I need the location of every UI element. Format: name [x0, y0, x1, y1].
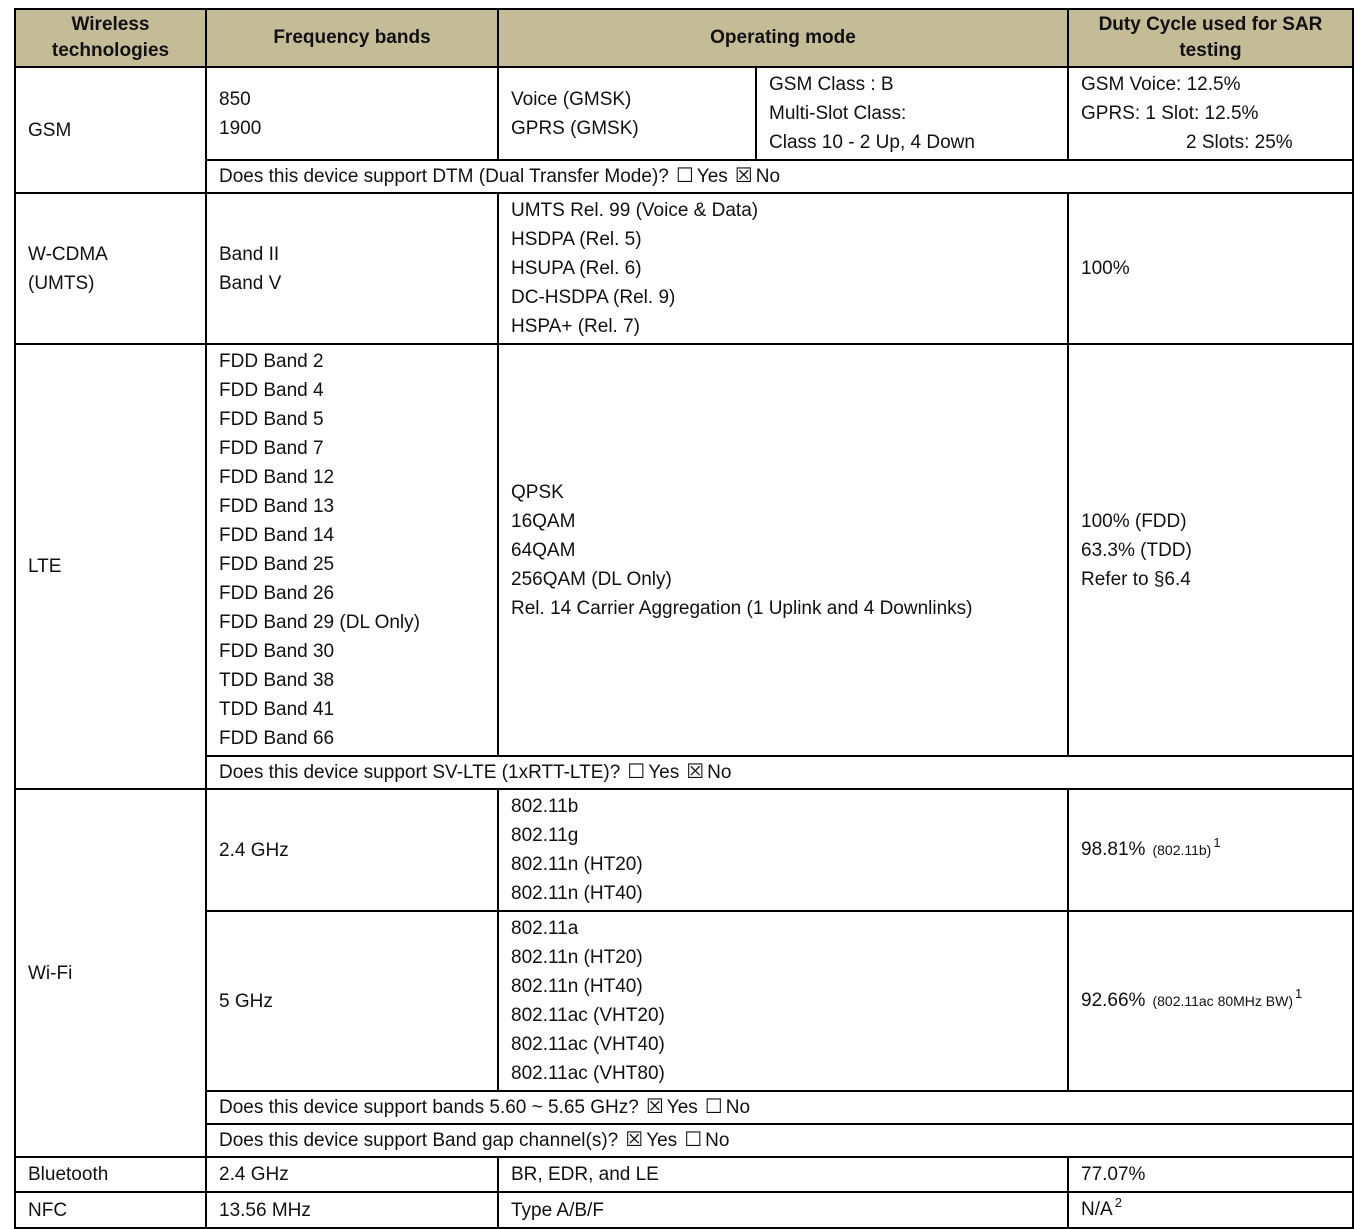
cell-line: 2.4 GHz	[219, 839, 289, 861]
cell-line: TDD Band 41	[219, 699, 335, 720]
lte-duty-cell	[1068, 344, 1353, 756]
gsm-row	[15, 67, 1353, 160]
cell-line: DC-HSDPA (Rel. 9)	[511, 287, 676, 308]
wifi-5ghz-duty-cell	[1068, 911, 1353, 1091]
cell-line: 16QAM	[511, 510, 576, 532]
header-operating-mode: Operating mode	[498, 9, 1068, 67]
cell-line: 64QAM	[511, 539, 576, 561]
checkbox-yes-icon: ☐	[627, 761, 646, 783]
header-wireless-technologies: Wireless technologies	[15, 9, 206, 67]
question-text: Does this device support DTM (Dual Transfer Mode)?	[219, 166, 669, 187]
sar-duty-cycle-table	[14, 8, 1354, 1229]
header-duty-cycle: Duty Cycle used for SAR testing	[1068, 9, 1353, 67]
cell-line: HSPA+ (Rel. 7)	[511, 316, 640, 337]
cell-line: NFC	[28, 1199, 68, 1221]
duty-note: (802.11ac 80MHz BW)	[1152, 993, 1294, 1009]
no-label: No	[707, 762, 732, 783]
gsm-dtm-question-row	[15, 160, 1353, 193]
cell-line: FDD Band 5	[219, 409, 324, 430]
nfc-row	[15, 1192, 1353, 1228]
cell-line: Type A/B/F	[511, 1199, 604, 1221]
cell-line: Voice (GMSK)	[511, 88, 632, 110]
cell-line: FDD Band 14	[219, 525, 335, 546]
nfc-modes-cell	[498, 1192, 1068, 1228]
cell-line: UMTS Rel. 99 (Voice & Data)	[511, 200, 759, 221]
cell-line: 802.11ac (VHT80)	[511, 1063, 665, 1084]
cell-line: FDD Band 29 (DL Only)	[219, 612, 420, 633]
cell-line: 802.11n (HT20)	[511, 854, 643, 875]
no-label: No	[705, 1130, 730, 1151]
duty-superscript: 2	[1114, 1195, 1122, 1210]
question-text: Does this device support bands 5.60 ~ 5.65 GHz?	[219, 1097, 639, 1118]
checkbox-no-icon: ☒	[734, 165, 753, 187]
cell-line: 802.11n (HT20)	[511, 947, 643, 968]
wifi-bandgap-question-cell	[206, 1124, 1353, 1157]
wifi-5ghz-modes-cell	[498, 911, 1068, 1091]
cell-line: GPRS (GMSK)	[511, 117, 639, 139]
wcdma-bands-cell	[206, 193, 498, 344]
cell-line: 13.56 MHz	[219, 1199, 311, 1221]
cell-line: Class 10 - 2 Up, 4 Down	[769, 132, 975, 153]
gsm-modes-right-cell	[756, 67, 1068, 160]
cell-line: 802.11ac (VHT20)	[511, 1005, 665, 1026]
wcdma-tech-cell	[15, 193, 206, 344]
header-frequency-bands: Frequency bands	[206, 9, 498, 67]
gsm-modes-left-cell	[498, 67, 756, 160]
no-label: No	[755, 166, 781, 187]
cell-line: (UMTS)	[28, 272, 95, 294]
cell-line: 256QAM (DL Only)	[511, 568, 672, 590]
cell-line: FDD Band 12	[219, 467, 335, 488]
wifi-24ghz-band-cell	[206, 789, 498, 911]
cell-line: Multi-Slot Class:	[769, 103, 907, 124]
wifi-5ghz-band-cell	[206, 911, 498, 1091]
cell-line: TDD Band 38	[219, 670, 335, 691]
checkbox-no-icon: ☒	[686, 761, 705, 783]
lte-svlte-question-cell	[206, 756, 1353, 789]
duty-superscript: 1	[1213, 835, 1221, 850]
cell-line: Refer to §6.4	[1081, 568, 1191, 590]
duty-value: 98.81%	[1081, 839, 1146, 860]
question-text: Does this device support SV-LTE (1xRTT-LTE)?	[219, 762, 621, 783]
nfc-tech-cell	[15, 1192, 206, 1228]
nfc-bands-cell	[206, 1192, 498, 1228]
gsm-dtm-question-cell	[206, 160, 1353, 193]
cell-line: Bluetooth	[28, 1164, 109, 1185]
bluetooth-bands-cell	[206, 1157, 498, 1192]
cell-line: GSM Class : B	[769, 74, 894, 95]
yes-label: Yes	[666, 1097, 698, 1118]
cell-line: Band V	[219, 272, 282, 294]
lte-modes-cell	[498, 344, 1068, 756]
wcdma-modes-cell	[498, 193, 1068, 344]
cell-line: BR, EDR, and LE	[511, 1164, 659, 1185]
duty-note: (802.11b)	[1152, 842, 1212, 858]
lte-tech-cell	[15, 344, 206, 789]
cell-line: Rel. 14 Carrier Aggregation (1 Uplink and 4 Downlinks)	[511, 597, 973, 619]
bluetooth-tech-cell	[15, 1157, 206, 1192]
wcdma-duty-cell	[1068, 193, 1353, 344]
duty-superscript: 1	[1295, 986, 1303, 1001]
yes-label: Yes	[696, 166, 728, 187]
cell-line: FDD Band 26	[219, 583, 335, 604]
cell-line: 802.11a	[511, 918, 579, 939]
duty-value: N/A	[1081, 1199, 1113, 1220]
cell-line: 850	[219, 88, 251, 110]
wifi-5ghz-row	[15, 911, 1353, 1091]
lte-row	[15, 344, 1353, 756]
gsm-duty-cell	[1068, 67, 1353, 160]
wifi-bandgap-question-row	[15, 1124, 1353, 1157]
bluetooth-duty-cell	[1068, 1157, 1353, 1192]
cell-line: QPSK	[511, 481, 564, 503]
wifi-24ghz-row	[15, 789, 1353, 911]
bluetooth-modes-cell	[498, 1157, 1068, 1192]
cell-line: 100% (FDD)	[1081, 510, 1187, 532]
lte-svlte-question-row	[15, 756, 1353, 789]
wcdma-row	[15, 193, 1353, 344]
cell-line: FDD Band 66	[219, 728, 335, 749]
cell-line: 802.11n (HT40)	[511, 976, 643, 997]
question-text: Does this device support Band gap channel(s)?	[219, 1130, 619, 1151]
bluetooth-row	[15, 1157, 1353, 1192]
gsm-tech-cell	[15, 67, 206, 193]
wifi-tech-cell	[15, 789, 206, 1157]
cell-line: 802.11b	[511, 796, 579, 817]
wifi-24ghz-duty-cell	[1068, 789, 1353, 911]
cell-line: 802.11n (HT40)	[511, 883, 643, 904]
wifi-24ghz-modes-cell	[498, 789, 1068, 911]
checkbox-yes-icon: ☒	[645, 1096, 664, 1118]
cell-line: 2 Slots: 25%	[1186, 132, 1293, 153]
cell-line: 2.4 GHz	[219, 1164, 289, 1185]
cell-line: FDD Band 30	[219, 641, 335, 662]
yes-label: Yes	[646, 1130, 678, 1151]
cell-line: FDD Band 4	[219, 380, 324, 401]
cell-line: HSUPA (Rel. 6)	[511, 258, 642, 279]
cell-line: FDD Band 25	[219, 554, 335, 575]
cell-line: 802.11ac (VHT40)	[511, 1034, 665, 1055]
cell-line: 1900	[219, 117, 262, 139]
cell-line: 802.11g	[511, 825, 579, 846]
cell-line: GSM	[28, 119, 72, 141]
gsm-bands-cell	[206, 67, 498, 160]
wifi-bands-question-cell	[206, 1091, 1353, 1124]
table-header-row	[15, 9, 1353, 67]
duty-value: 100%	[1081, 258, 1130, 279]
wifi-bands-question-row	[15, 1091, 1353, 1124]
cell-line: LTE	[28, 556, 62, 577]
checkbox-yes-icon: ☒	[625, 1129, 644, 1151]
checkbox-no-icon: ☐	[704, 1096, 723, 1118]
yes-label: Yes	[648, 762, 680, 783]
cell-line: FDD Band 2	[219, 351, 324, 372]
cell-line: GSM Voice: 12.5%	[1081, 74, 1241, 95]
cell-line: FDD Band 7	[219, 438, 324, 459]
checkbox-yes-icon: ☐	[675, 165, 694, 187]
cell-line: W-CDMA	[28, 243, 108, 265]
cell-line: Band II	[219, 243, 280, 265]
duty-value: 92.66%	[1081, 990, 1146, 1011]
cell-line: 63.3% (TDD)	[1081, 539, 1192, 561]
duty-value: 77.07%	[1081, 1164, 1146, 1185]
cell-line: 5 GHz	[219, 990, 273, 1012]
no-label: No	[725, 1097, 751, 1118]
nfc-duty-cell	[1068, 1192, 1353, 1228]
cell-line: GPRS: 1 Slot: 12.5%	[1081, 103, 1259, 124]
checkbox-no-icon: ☐	[684, 1129, 703, 1151]
cell-line: HSDPA (Rel. 5)	[511, 229, 642, 250]
cell-line: FDD Band 13	[219, 496, 335, 517]
lte-bands-cell	[206, 344, 498, 756]
cell-line: Wi-Fi	[28, 962, 73, 984]
